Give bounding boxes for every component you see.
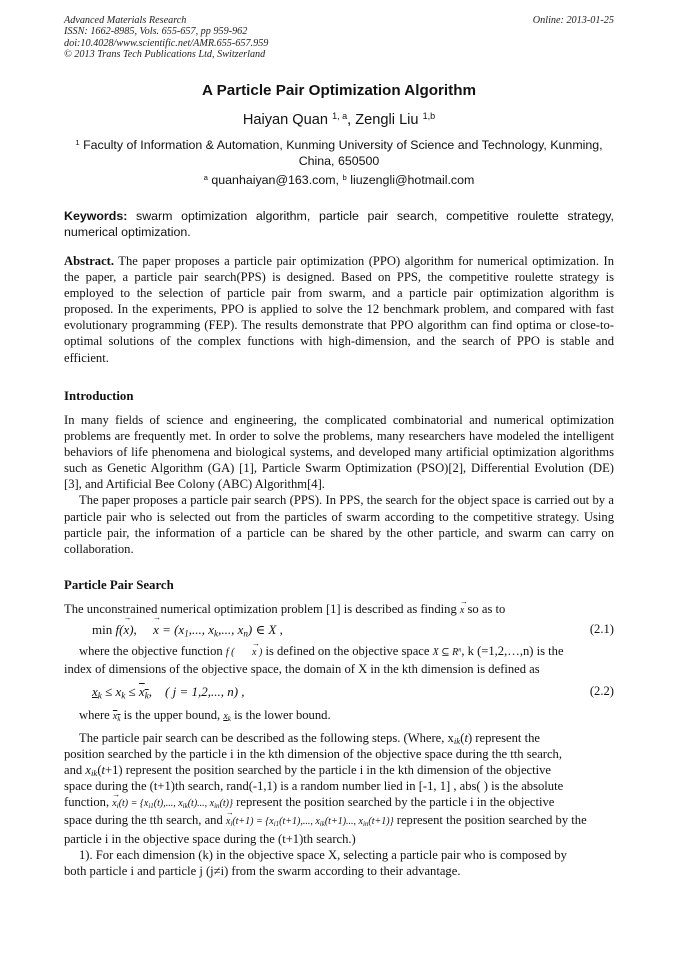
pps-p4-line-6a: space during the tth search, and — [64, 813, 223, 828]
pps-p4: The particle pair search can be described as the following steps. (Where, $x_{ik}(t)$ represent the position searched by the particle i in the kth dimension of the objective space during the tth search, and $x_{ik}(t+1)$ represent the position searched by the particle i in the kth dimension of the objective space during the (t+1)th search, rand(-1,1) is a random number lied in [-1, 1] , abs( ) is the absolute function, → $x_i(t) = \{x_{i1}(t)$,..., $x_{ik}(t)$..., $x_{in}(t)$} represent the position searched by the particle i in the objective space during the tth search, and → $x_i(t+1) = \{x_{i1}(t+1)$,..., $x_{ik}(t+1)$..., $x_{in}(t+1)$} represent the position searched by the particle i in the objective space during the (t+1)th search.) 1). For each dimension (k) in the objective space X, selecting a particle pair who is composed by both particle i and particle j (j≠i) from the swarm according to their advantage. — [64, 730, 614, 879]
pps-p3-text-a: where — [79, 708, 110, 722]
email-a[interactable]: quanhaiyan@163.com, — [211, 173, 339, 187]
email-b-sup: b — [342, 172, 347, 182]
position-vector-t: → $x_i(t) = \{x_{i1}(t)$,..., $x_{ik}(t)$..., $x_{in}(t)$} — [112, 798, 233, 809]
affiliation-sup: 1 — [75, 137, 80, 147]
equation-2-1-formula: min f(→ x), → $x = (x_1$,..., $x_k$,..., $x_n$) ∈ X , — [92, 622, 283, 638]
pps-p2-text-c: , k (=1,2,…,n) is the — [461, 644, 564, 658]
space-symbol: X ⊆ $R^n$ — [432, 646, 462, 658]
pps-heading: Particle Pair Search — [64, 578, 174, 592]
pps-p4-line-5a: function, — [64, 795, 110, 810]
equation-2-2 — [64, 684, 614, 702]
intro-paragraph-1: In many fields of science and engineering, the complicated combinatorial and numerical optimization problems are frequently met. In order to solve the problems, many researchers have modeled the intelligent behaviors of life phenomena and biological systems, and developed many artificial optimization algorithms such as Genetic Algorithm (GA) [1], Particle Swarm Optimization (PSO)[2], Differential Evolution (DE) [3], and Artificial Bee Colony (ABC) Algorithm[4]. — [64, 413, 614, 492]
pps-p4-line-7: particle i in the objective space during the (t+1)th search.) — [64, 831, 356, 846]
journal-header — [64, 15, 614, 61]
keywords-text: swarm optimization algorithm, particle pair search, competitive roulette strategy, numerical optimization. — [64, 209, 614, 239]
lower-bound-symbol: $x_k$ — [223, 711, 231, 723]
author-1-sup: 1, a — [332, 111, 348, 122]
pps-p4-line-4: space during the (t+1)th search, rand(-1,1) is a random number lied in [-1, 1] , abs( ) is the absolute — [64, 779, 564, 794]
keywords-label: Keywords: — [64, 209, 128, 223]
equation-2-2-formula: $x_k \le x_k \le x_k$, ( j = 1,2,..., n) , — [92, 684, 245, 701]
abstract-text: The paper proposes a particle pair optimization (PPO) algorithm for numerical optimization. In the paper, a particle pair search(PPS) is designed. Based on PPS, the competitive roulette strategy is employed to the selection of particle pair from swarm, and a particle pair optimization algorithm is proposed. In the experiments, PPO is applied to solve the 12 benchmark problem, and compared with fast evolutionary programming (FEP). The results demonstrate that PPO algorithm can find optima or close-to-optimal solutions of the complex functions with high-dimension, and the search of PPO is stable and efficient. — [64, 254, 614, 365]
email-line — [64, 173, 614, 187]
pps-p2-text-d: index of dimensions of the objective space, the domain of X in the kth dimension is defined as — [64, 662, 540, 677]
author-line: Haiyan Quan $^{1, a}$, Zengli Liu $^{1,b}$ — [242, 111, 436, 128]
upper-bound-symbol: $x_k$ — [112, 711, 121, 723]
affiliation-text: Faculty of Information & Automation, Kunming University of Science and Technology, Kunming, China, 650500 — [83, 138, 603, 168]
pps-p3-text-b: is the upper bound, — [123, 708, 221, 722]
vector-x-symbol: → x — [460, 603, 464, 619]
introduction-heading: Introduction — [64, 389, 134, 403]
step-1-line-1: 1). For each dimension (k) in the objective space X, selecting a particle pair who is composed by — [79, 847, 567, 862]
pps-p4-line-2: position searched by the particle i in the kth dimension of the objective space during the tth search, — [64, 747, 563, 762]
pps-p4-line-3: represent the position searched by the particle i in the kth dimension of the objective — [125, 763, 552, 778]
author-1: Haiyan Quan — [242, 112, 328, 128]
equation-2-1 — [64, 622, 614, 640]
abstract — [64, 253, 614, 366]
journal-name: Advanced Materials Research — [64, 15, 187, 26]
email-b[interactable]: liuzengli@hotmail.com — [350, 173, 475, 187]
intro-paragraph-2: The paper proposes a particle pair search (PPS). In PPS, the search for the object space is carried out by a particle pair who is selected out from the particles of swarm according to the competitive strategy. Using particle pair, the information of a particle can be shared by the other particle, and swarm can carry on collaboration. — [64, 493, 614, 556]
abstract-label: Abstract. — [64, 254, 115, 268]
author-2-sup: 1,b — [422, 111, 436, 122]
pps-p4-line-6b: represent the position searched by the — [396, 813, 587, 828]
pps-p4-line-1: The particle pair search can be described as the following steps. (Where, x — [79, 731, 454, 745]
email-a-sup: a — [203, 172, 208, 182]
pps-p2 — [64, 643, 614, 677]
objective-function-symbol: f ( → x ) — [226, 647, 262, 658]
pps-p4-line-5b: represent the position searched by the particle i in the objective — [236, 795, 555, 810]
affiliation — [64, 137, 614, 169]
position-vector-t1: → $x_i(t+1) = \{x_{i1}(t+1)$,..., $x_{ik}(t+1)$..., $x_{in}(t+1)$} — [226, 816, 394, 827]
online-date: Online: 2013-01-25 — [532, 15, 614, 26]
step-1-line-2: both particle i and particle j (j≠i) from the swarm according to their advantage. — [64, 863, 461, 878]
issn-line: ISSN: 1662-8985, Vols. 655-657, pp 959-962 — [64, 26, 248, 38]
introduction-body — [64, 412, 614, 557]
pps-p1-text-a: The unconstrained numerical optimization problem [1] is described as finding — [64, 602, 457, 616]
keywords — [64, 208, 614, 240]
author-2: Zengli Liu — [355, 112, 419, 128]
equation-2-1-number: (2.1) — [589, 622, 614, 636]
pps-p3 — [64, 707, 614, 725]
equation-2-2-number: (2.2) — [589, 684, 614, 698]
copyright-line: © 2013 Trans Tech Publications Ltd, Switzerland — [64, 49, 266, 61]
paper-title: A Particle Pair Optimization Algorithm — [202, 82, 476, 99]
pps-p1-text-b: so as to — [467, 602, 506, 616]
pps-p3-text-c: is the lower bound. — [234, 708, 331, 722]
pps-p1 — [64, 601, 614, 619]
doi-line: doi:10.4028/www.scientific.net/AMR.655-657.959 — [64, 37, 269, 49]
pps-p2-text-b: is defined on the objective space — [265, 644, 430, 658]
pps-p2-text-a: where the objective function — [79, 644, 223, 658]
